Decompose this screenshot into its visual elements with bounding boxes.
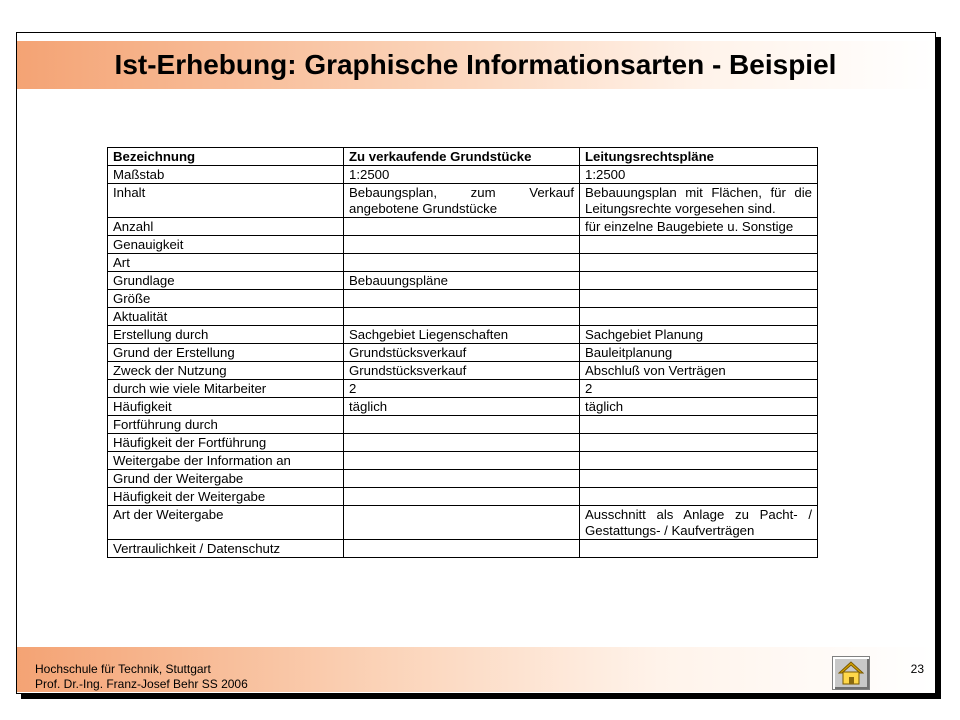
table-row [108, 488, 818, 506]
row-label-cell: Häufigkeit der Fortführung [108, 434, 344, 452]
row-label-cell: Grund der Weitergabe [108, 470, 344, 488]
table-cell: Abschluß von Verträgen [580, 362, 818, 380]
table-cell: Bebauungsplan mit Flächen, für die Leitungsrechte vorgesehen sind. [580, 184, 818, 218]
table-cell: Ausschnitt als Anlage zu Pacht- / Gestattungs- / Kaufverträgen [580, 506, 818, 540]
table-cell: 1:2500 [580, 166, 818, 184]
table-row [108, 434, 818, 452]
row-label-cell: Inhalt [108, 184, 344, 218]
table-row [108, 416, 818, 434]
home-button[interactable] [832, 656, 870, 690]
information-table [107, 147, 818, 558]
table-cell [344, 470, 580, 488]
header-cell: Bezeichnung [108, 148, 344, 166]
table-cell [344, 540, 580, 558]
table-row [108, 308, 818, 326]
table-cell: Bebauungspläne [344, 272, 580, 290]
table-cell [580, 308, 818, 326]
table-cell [344, 290, 580, 308]
table-cell [344, 308, 580, 326]
table-cell [344, 236, 580, 254]
row-label-cell: Weitergabe der Information an [108, 452, 344, 470]
table-cell: Grundstücksverkauf [344, 362, 580, 380]
row-label-cell: Grundlage [108, 272, 344, 290]
header-cell: Zu verkaufende Grundstücke [344, 148, 580, 166]
table-row [108, 398, 818, 416]
footer-author: Prof. Dr.-Ing. Franz-Josef Behr SS 2006 [35, 677, 248, 691]
table-cell: für einzelne Baugebiete u. Sonstige [580, 218, 818, 236]
table-cell: 1:2500 [344, 166, 580, 184]
table-row [108, 344, 818, 362]
row-label-cell: Art der Weitergabe [108, 506, 344, 540]
table-cell [580, 540, 818, 558]
table-cell [344, 434, 580, 452]
table-cell [580, 290, 818, 308]
table-row [108, 290, 818, 308]
table-cell [580, 452, 818, 470]
row-label-cell: Genauigkeit [108, 236, 344, 254]
table-cell: Grundstücksverkauf [344, 344, 580, 362]
table-cell: 2 [344, 380, 580, 398]
row-label-cell: Grund der Erstellung [108, 344, 344, 362]
row-label-cell: durch wie viele Mitarbeiter [108, 380, 344, 398]
table-row [108, 218, 818, 236]
table-cell: Bebaungsplan, zum Verkauf angebotene Grundstücke [344, 184, 580, 218]
table-row [108, 362, 818, 380]
table-cell [344, 416, 580, 434]
table-row [108, 166, 818, 184]
row-label-cell: Anzahl [108, 218, 344, 236]
table-cell [580, 434, 818, 452]
table-cell [344, 452, 580, 470]
table-cell: 2 [580, 380, 818, 398]
row-label-cell: Vertraulichkeit / Datenschutz [108, 540, 344, 558]
table-cell [580, 416, 818, 434]
table-cell [344, 254, 580, 272]
table-row [108, 326, 818, 344]
table-cell: Sachgebiet Liegenschaften [344, 326, 580, 344]
table-row [108, 506, 818, 540]
footer-institution: Hochschule für Technik, Stuttgart [35, 662, 211, 676]
row-label-cell: Fortführung durch [108, 416, 344, 434]
table-row [108, 540, 818, 558]
table-row [108, 272, 818, 290]
table-cell: täglich [344, 398, 580, 416]
row-label-cell: Erstellung durch [108, 326, 344, 344]
table-cell [344, 506, 580, 540]
table-cell: täglich [580, 398, 818, 416]
table-cell [580, 488, 818, 506]
header-cell: Leitungsrechtspläne [580, 148, 818, 166]
table-row [108, 452, 818, 470]
table-cell [344, 488, 580, 506]
page-number: 23 [910, 662, 924, 676]
table-cell: Bauleitplanung [580, 344, 818, 362]
row-label-cell: Größe [108, 290, 344, 308]
row-label-cell: Art [108, 254, 344, 272]
table-cell [580, 272, 818, 290]
table-row [108, 380, 818, 398]
table-cell [580, 254, 818, 272]
row-label-cell: Maßstab [108, 166, 344, 184]
row-label-cell: Häufigkeit [108, 398, 344, 416]
table-row [108, 236, 818, 254]
row-label-cell: Zweck der Nutzung [108, 362, 344, 380]
slide-title: Ist-Erhebung: Graphische Informationsarten - Beispiel [114, 49, 837, 80]
row-label-cell: Aktualität [108, 308, 344, 326]
table-cell [580, 470, 818, 488]
table-cell: Sachgebiet Planung [580, 326, 818, 344]
table-cell [580, 236, 818, 254]
row-label-cell: Häufigkeit der Weitergabe [108, 488, 344, 506]
table-row [108, 470, 818, 488]
table-row [108, 184, 818, 218]
home-icon [838, 660, 864, 686]
table-cell [344, 218, 580, 236]
table-header-row [108, 148, 818, 166]
table-row [108, 254, 818, 272]
